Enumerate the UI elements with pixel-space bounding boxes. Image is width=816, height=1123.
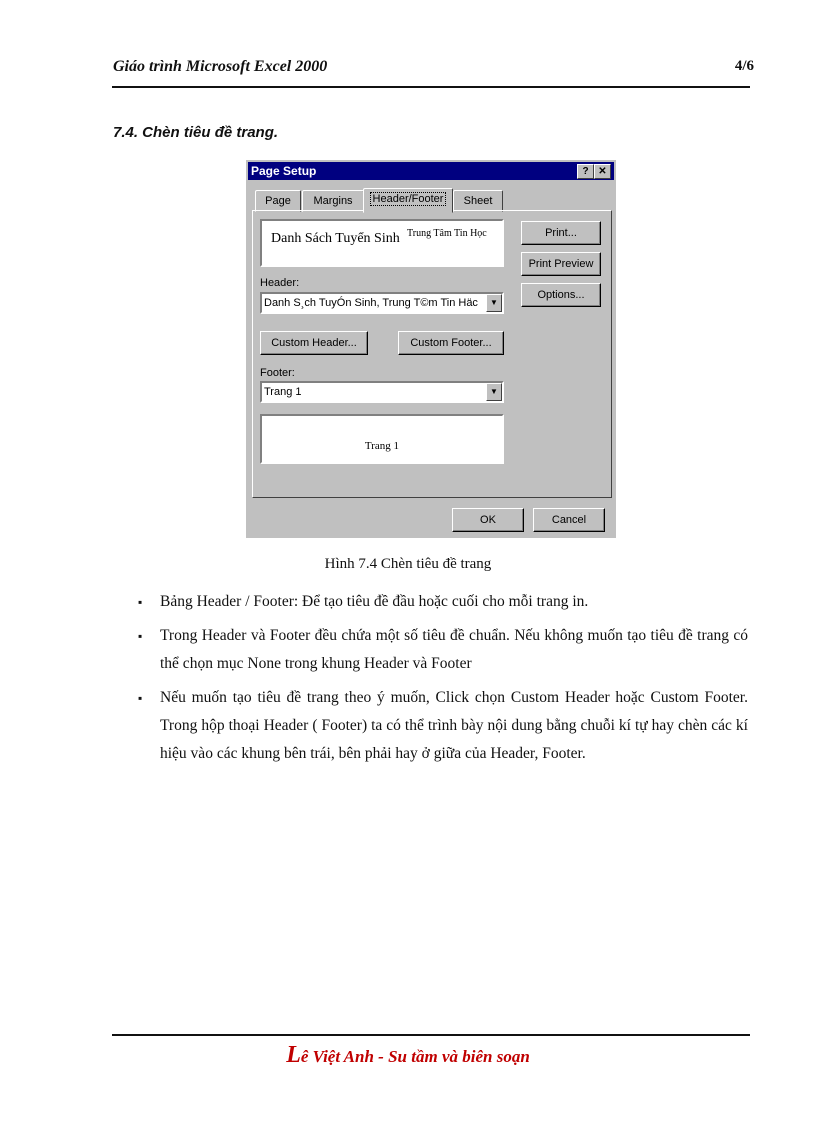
header-combo-value: Danh S¸ch TuyÓn Sinh, Trung T©m Tin Häc bbox=[264, 297, 478, 309]
custom-header-button[interactable]: Custom Header... bbox=[260, 331, 368, 355]
page-header-title: Giáo trình Microsoft Excel 2000 bbox=[113, 58, 328, 75]
print-button[interactable]: Print... bbox=[521, 221, 601, 245]
list-item: ▪ Trong Header và Footer đều chứa một số tiêu đề chuẩn. Nếu không muốn tạo tiêu đề trang có thể chọn mục None trong khung Header và Footer bbox=[136, 622, 748, 678]
page-number: 4/6 bbox=[734, 58, 754, 74]
dropdown-arrow-icon[interactable]: ▼ bbox=[486, 383, 502, 401]
header-preview bbox=[260, 219, 504, 267]
footer-initial: L bbox=[286, 1042, 301, 1068]
header-preview-right: Trung Tâm Tin Học bbox=[407, 228, 487, 239]
footer-label: Footer: bbox=[260, 367, 295, 379]
list-item: ▪ Bảng Header / Footer: Để tạo tiêu đề đầu hoặc cuối cho mỗi trang in. bbox=[136, 588, 748, 616]
print-preview-button[interactable]: Print Preview bbox=[521, 252, 601, 276]
header-rule bbox=[112, 86, 750, 88]
bullet-icon: ▪ bbox=[138, 595, 143, 609]
figure-caption: Hình 7.4 Chèn tiêu đề trang bbox=[324, 556, 492, 572]
options-button[interactable]: Options... bbox=[521, 283, 601, 307]
custom-footer-button[interactable]: Custom Footer... bbox=[398, 331, 504, 355]
footer-preview bbox=[260, 414, 504, 464]
list-item: ▪ Nếu muốn tạo tiêu đề trang theo ý muốn, Click chọn Custom Header hoặc Custom Footer. Trong hộp thoại Header ( Footer) ta có thể trình bày nội dung bằng chuỗi kí tự hay chèn các kí hiệu vào các khung bên trái, bên phải hay ở giữa của Header, Footer. bbox=[136, 684, 748, 768]
tab-header-footer[interactable]: Header/Footer bbox=[363, 188, 453, 213]
section-title: 7.4. Chèn tiêu đề trang. bbox=[113, 124, 279, 141]
cancel-button[interactable]: Cancel bbox=[533, 508, 605, 532]
dialog-title: Page Setup bbox=[251, 164, 317, 178]
tab-panel bbox=[252, 210, 612, 498]
header-preview-left: Danh Sách Tuyển Sinh bbox=[271, 231, 400, 246]
footer-text: ê Việt Anh - Su tầm và biên soạn bbox=[300, 1047, 530, 1066]
footer-combo-value: Trang 1 bbox=[264, 386, 302, 398]
footer-combo[interactable] bbox=[260, 381, 504, 403]
bullet-icon: ▪ bbox=[138, 691, 143, 705]
bullet-icon: ▪ bbox=[138, 629, 143, 643]
header-label: Header: bbox=[260, 277, 300, 289]
tab-sheet[interactable]: Sheet bbox=[453, 190, 503, 212]
ok-button[interactable]: OK bbox=[452, 508, 524, 532]
help-button[interactable]: ? bbox=[577, 164, 594, 179]
close-button[interactable]: ✕ bbox=[594, 164, 611, 179]
page-setup-dialog bbox=[246, 160, 616, 538]
dialog-titlebar bbox=[248, 162, 614, 180]
footer-rule bbox=[112, 1034, 750, 1036]
page-footer bbox=[0, 1042, 816, 1069]
footer-preview-text: Trang 1 bbox=[364, 440, 400, 452]
tab-margins[interactable]: Margins bbox=[302, 190, 364, 212]
bullet-list bbox=[136, 588, 748, 774]
tab-page[interactable]: Page bbox=[255, 190, 301, 212]
dropdown-arrow-icon[interactable]: ▼ bbox=[486, 294, 502, 312]
header-combo[interactable] bbox=[260, 292, 504, 314]
